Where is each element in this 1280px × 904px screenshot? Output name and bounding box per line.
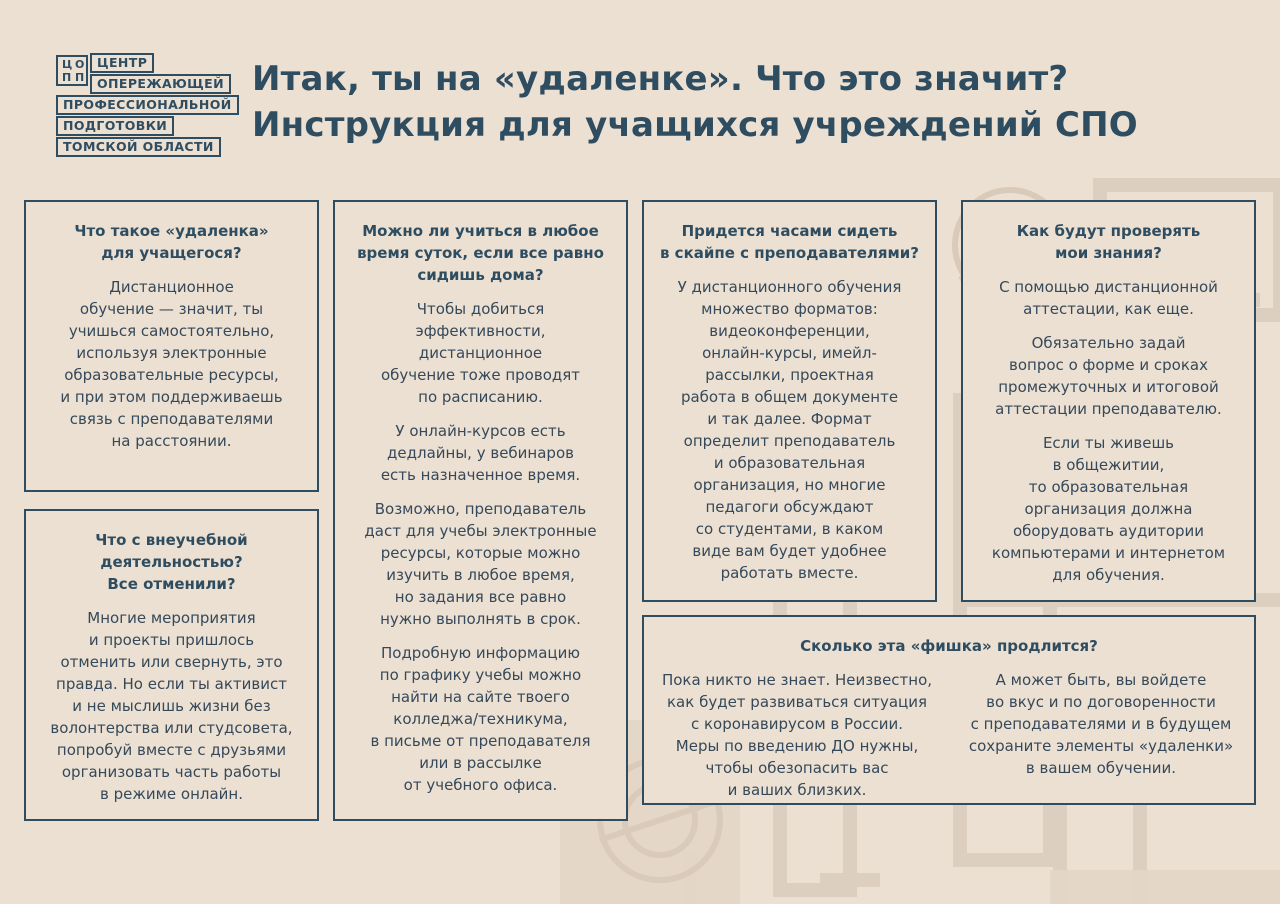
logo-line-1: ЦЕНТР <box>90 53 154 73</box>
title-line-1: Итак, ты на «удаленке». Что это значит? <box>252 59 1069 99</box>
logo-mark-letter: П <box>75 71 85 84</box>
box-text: Возможно, преподаватель даст для учебы электронные ресурсы, которые можно изучить в любое время, но задания все равно нужно выполнять в срок. <box>364 500 597 628</box>
logo-line-2: ОПЕРЕЖАЮЩЕЙ <box>90 74 231 94</box>
box-text: Обязательно задай вопрос о форме и сроках промежуточных и итоговой аттестации преподавателю. <box>995 334 1222 418</box>
title-line-2: Инструкция для учащихся учреждений СПО <box>252 105 1138 145</box>
info-box-skype-formats <box>642 200 937 602</box>
logo <box>54 53 244 158</box>
two-column-text <box>652 669 1246 813</box>
box-text: У дистанционного обучения множество форматов: видеоконференции, онлайн-курсы, имейл- рассылки, проектная работа в общем документе и так далее. Формат определит преподаватель и образовательная организация, но многие педагоги обсуждают со студентами, в каком виде вам будет удобнее работать вместе. <box>677 278 902 582</box>
logo-line-3: ПРОФЕССИОНАЛЬНОЙ <box>56 95 239 115</box>
logo-mark-letter: Ц <box>62 58 73 71</box>
logo-mark-letter: О <box>75 58 85 71</box>
logo-mark-letter: П <box>62 71 72 84</box>
info-box-duration <box>642 615 1256 805</box>
info-box-extracurricular <box>24 509 319 821</box>
info-box-knowledge-check <box>961 200 1256 602</box>
box-heading: Придется часами сидеть в скайпе с преподавателями? <box>659 222 920 262</box>
box-text: Подробную информацию по графику учебы можно найти на сайте твоего колледжа/техникума, в письме от преподавателя или в рассылке от учебного офиса. <box>370 644 591 794</box>
page-title <box>252 56 1252 148</box>
box-text: У онлайн-курсов есть дедлайны, у вебинаров есть назначенное время. <box>380 422 581 484</box>
box-heading: Что такое «удаленка» для учащегося? <box>74 222 269 262</box>
box-heading: Можно ли учиться в любое время суток, если все равно сидишь дома? <box>357 222 604 284</box>
box-heading: Сколько эта «фишка» продлится? <box>800 637 1098 655</box>
box-text: Дистанционное обучение — значит, ты учишься самостоятельно, используя электронные образовательные ресурсы, и при этом поддерживаешь связь с преподавателями на расстоянии. <box>60 278 283 450</box>
info-box-remote-definition <box>24 200 319 492</box>
box-text-left: Пока никто не знает. Неизвестно, как будет развиваться ситуация с коронавирусом в России. Меры по введению ДО нужны, чтобы обезопасить вас и ваших близких. <box>661 671 933 799</box>
info-box-study-schedule <box>333 200 628 821</box>
logo-line-4: ПОДГОТОВКИ <box>56 116 174 136</box>
box-text: Если ты живешь в общежитии, то образовательная организация должна оборудовать аудитории компьютерами и интернетом для обучения. <box>991 434 1226 584</box>
box-text: С помощью дистанционной аттестации, как еще. <box>999 278 1218 318</box>
box-text: Многие мероприятия и проекты пришлось отменить или свернуть, это правда. Но если ты активист и не мыслишь жизни без волонтерства или студсовета, попробуй вместе с друзьями организовать часть работы в режиме онлайн. <box>50 609 293 803</box>
box-heading: Что с внеучебной деятельностью? Все отменили? <box>95 531 248 593</box>
box-heading: Как будут проверять мои знания? <box>1016 222 1201 262</box>
box-text-right: А может быть, вы войдете во вкус и по договоренности с преподавателями и в будущем сохраните элементы «удаленки» в вашем обучении. <box>968 671 1234 777</box>
logo-line-5: ТОМСКОЙ ОБЛАСТИ <box>56 137 221 157</box>
logo-mark-icon <box>56 55 88 86</box>
box-text: Чтобы добиться эффективности, дистанционное обучение тоже проводят по расписанию. <box>380 300 581 406</box>
